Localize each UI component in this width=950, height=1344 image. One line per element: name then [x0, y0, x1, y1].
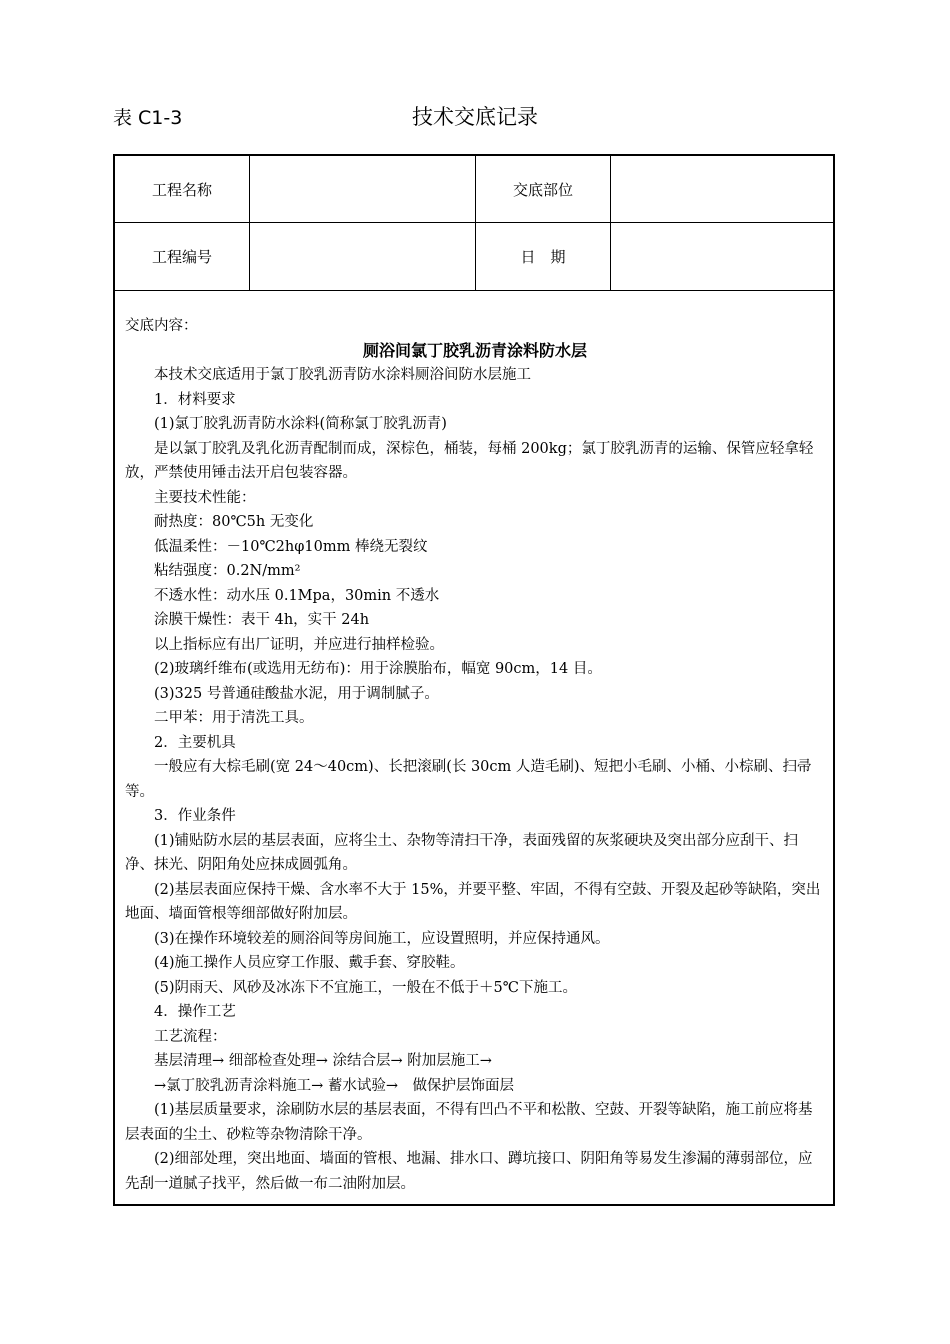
content-paragraph: 耐热度：80℃5h 无变化 — [154, 514, 314, 530]
content-paragraph: (2)基层表面应保持干燥、含水率不大于 15%，并要平整、牢固，不得有空鼓、开裂及起砂等缺陷，突出地面、墙面管根等细部做好附加层。 — [125, 881, 821, 922]
content-paragraph: 是以氯丁胶乳及乳化沥青配制而成，深棕色，桶装，每桶 200kg；氯丁胶乳沥青的运输、保管应轻拿轻放，严禁使用锤击法开启包装容器。 — [125, 440, 814, 481]
content-paragraph: (3)在操作环境较差的厕浴间等房间施工，应设置照明，并应保持通风。 — [154, 930, 610, 947]
content-paragraph: 低温柔性：－10℃2hφ10mm 棒绕无裂纹 — [154, 538, 428, 555]
project-name-field[interactable] — [250, 156, 475, 222]
location-label: 交底部位 — [512, 180, 573, 199]
paragraph-list — [125, 363, 825, 1196]
date-label: 日 期 — [520, 248, 566, 266]
content-paragraph: 以上指标应有出厂证明，并应进行抽样检验。 — [154, 636, 444, 653]
briefing-content — [125, 314, 825, 1196]
content-paragraph: (5)阴雨天、风砂及冰冻下不宜施工，一般在不低于＋5℃下施工。 — [154, 979, 577, 996]
content-paragraph: 涂膜干燥性：表干 4h，实干 24h — [154, 612, 370, 628]
project-number-label: 工程编号 — [151, 248, 212, 266]
content-heading: 厕浴间氯丁胶乳沥青涂料防水层 — [362, 340, 587, 360]
content-paragraph: (1)氯丁胶乳沥青防水涂料(简称氯丁胶乳沥青) — [154, 416, 447, 432]
content-paragraph: 2．主要机具 — [154, 734, 236, 751]
content-paragraph: 主要技术性能： — [154, 489, 256, 506]
content-paragraph: (1)铺贴防水层的基层表面，应将尘土、杂物等清扫干净，表面残留的灰浆硬块及突出部分应刮干、扫净、抹光、阴阳角处应抹成圆弧角。 — [125, 832, 799, 873]
content-paragraph: 一般应有大棕毛刷(宽 24～40cm)、长把滚刷(长 30cm 人造毛刷)、短把小毛刷、小桶、小棕刷、扫帚等。 — [125, 759, 812, 800]
document-title: 技术交底记录 — [412, 105, 538, 129]
date-field[interactable] — [611, 223, 833, 290]
content-paragraph: 不透水性：动水压 0.1Mpa，30min 不透水 — [154, 587, 440, 604]
content-paragraph: 基层清理→ 细部检查处理→ 涂结合层→ 附加层施工→ — [154, 1053, 492, 1069]
form-code: 表 C1-3 — [113, 107, 183, 129]
content-paragraph: (4)施工操作人员应穿工作服、戴手套、穿胶鞋。 — [154, 955, 465, 971]
content-label: 交底内容： — [125, 318, 198, 334]
content-paragraph: 3．作业条件 — [154, 808, 236, 824]
content-paragraph: (2)细部处理，突出地面、墙面的管根、地漏、排水口、蹲坑接口、阴阳角等易发生渗漏的薄弱部位，应先刮一道腻子找平，然后做一布二油附加层。 — [125, 1151, 813, 1192]
content-paragraph: 二甲苯：用于清洗工具。 — [154, 710, 314, 726]
row-divider — [115, 290, 833, 291]
content-paragraph: 1．材料要求 — [154, 391, 236, 408]
content-paragraph: 本技术交底适用于氯丁胶乳沥青防水涂料厕浴间防水层施工 — [154, 367, 531, 383]
content-paragraph: (3)325 号普通硅酸盐水泥，用于调制腻子。 — [154, 685, 439, 702]
content-paragraph: (2)玻璃纤维布(或选用无纺布)：用于涂膜胎布，幅宽 90cm，14 目。 — [154, 661, 602, 677]
content-paragraph: 工艺流程： — [154, 1028, 227, 1045]
project-number-field[interactable] — [250, 223, 475, 290]
content-paragraph: 4．操作工艺 — [154, 1004, 236, 1020]
location-field[interactable] — [611, 156, 833, 222]
content-paragraph: (1)基层质量要求，涂刷防水层的基层表面，不得有凹凸不平和松散、空鼓、开裂等缺陷，施工前应将基层表面的尘土、砂粒等杂物清除干净。 — [125, 1102, 813, 1143]
content-paragraph: →氯丁胶乳沥青涂料施工→ 蓄水试验→ 做保护层饰面层 — [154, 1077, 515, 1094]
project-name-label: 工程名称 — [151, 180, 212, 199]
content-paragraph: 粘结强度：0.2N/mm² — [154, 563, 301, 579]
record-sheet — [113, 154, 835, 1206]
